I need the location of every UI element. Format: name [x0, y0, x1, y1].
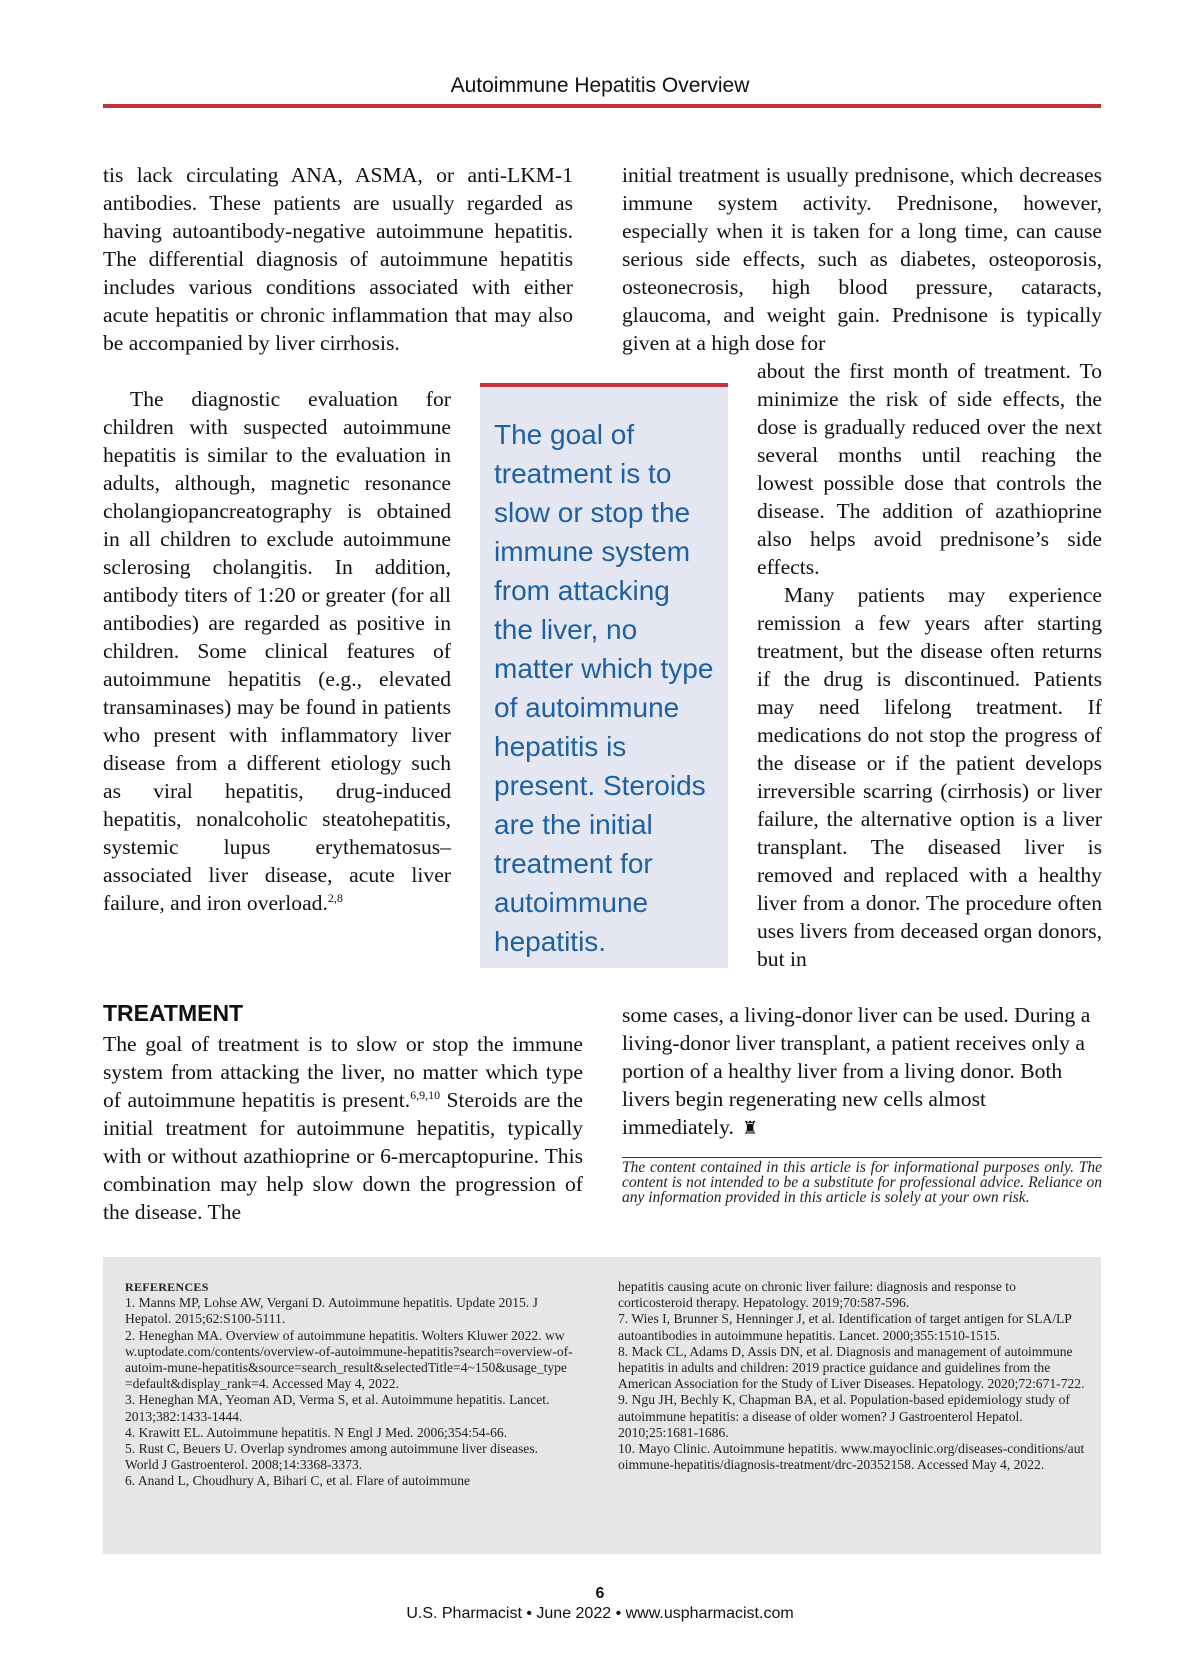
citation-6-9-10: 6,9,10 — [410, 1087, 441, 1102]
reference-item: 7. Wies I, Brunner S, Henninger J, et al. Identification of target antigen for SLA/LP autoantibodies in autoimmune hepatitis. Lancet. 2000;355:1510-1515. — [618, 1311, 1072, 1343]
running-head: Autoimmune Hepatitis Overview — [450, 74, 750, 97]
col2-paragraph-2-bottom — [622, 1001, 1102, 1142]
disclaimer: The content contained in this article is for informational purposes only. The content is not intended to be a substitute for professional advice. Reliance on any information provided in this article is solely at your own risk. — [622, 1159, 1102, 1206]
references-box — [103, 1257, 1101, 1554]
col2-para2-mid-text: Many patients may experience remission a few years after starting treatment, but the disease often returns if the drug is discontinued. Patients may need lifelong treatment. If medications do not stop the progress of the disease or if the patient develops irreversible scarring (cirrhosis) or liver failure, the alternative option is a liver transplant. The diseased liver is removed and replaced with a healthy liver from a donor. The procedure often uses livers from deceased organ donors, but in — [757, 583, 1103, 971]
reference-item: 6. Anand L, Choudhury A, Bihari C, et al. Flare of autoimmune — [125, 1473, 471, 1489]
page-number: 6 — [595, 1585, 605, 1602]
treatment-heading: TREATMENT — [103, 1000, 244, 1026]
col2-wrap-column — [757, 357, 1102, 973]
reference-item: 5. Rust C, Beuers U. Overlap syndromes among autoimmune liver diseases. World J Gastroenterol. 2008;14:3368-3373. — [125, 1441, 539, 1473]
citation-2-8: 2,8 — [327, 890, 343, 905]
col1-para2-body: The diagnostic evaluation for children with suspected autoimmune hepatitis is similar to the evaluation in adults, although, magnetic resonance cholangiopancreatography is obtained in all children to exclude autoimmune sclerosing cholangitis. In addition, antibody titers of 1:20 or greater (for all antibodies) are regarded as positive in children. Some clinical features of autoimmune hepatitis (e.g., elevated transaminases) may be found in patients who present with inflammatory liver disease from a different etiology such as viral hepatitis, drug-induced hepatitis, nonalcoholic steatohepatitis, systemic lupus erythematosus–associated liver disease, acute liver failure, and iron overload. — [103, 387, 451, 915]
references-title: REFERENCES — [125, 1280, 209, 1294]
pull-quote — [480, 383, 728, 968]
col1-paragraph-3 — [103, 1030, 583, 1226]
col1-paragraph-2 — [103, 385, 451, 917]
reference-item: 8. Mack CL, Adams D, Assis DN, et al. Diagnosis and management of autoimmune hepatitis in adults and children: 2019 practice guidance and guidelines from the American Association for the Study of Liver Diseases. Hepatology. 2020;72:671-722. — [618, 1343, 1085, 1392]
pull-quote-text: The goal of treatment is to slow or stop the immune system from attacking the liver, no matter which type of autoimmune hepatitis is present. Steroids are the initial treatment for autoimmune hepatitis. — [494, 419, 714, 957]
col1-para2-text — [103, 385, 451, 917]
col2-para2-bottom-body: some cases, a living-donor liver can be used. During a living-donor liver transplant, a patient receives only a portion of a healthy liver from a living donor. Both livers begin regenerating new cells almost immediately. — [622, 1003, 1091, 1139]
reference-item: 3. Heneghan MA, Yeoman AD, Verma S, et al. Autoimmune hepatitis. Lancet. 2013;382:1433-1444. — [125, 1392, 550, 1424]
header-rule — [103, 104, 1101, 108]
col1-para3-part1: The goal of treatment is to slow or stop the immune system from attacking the liver, no matter which type of autoimmune hepatitis is present. — [103, 1032, 583, 1112]
reference-item: hepatitis causing acute on chronic liver failure: diagnosis and response to corticosteroid therapy. Hepatology. 2019;70:587-596. — [618, 1279, 1016, 1311]
references-right-column — [618, 1279, 1088, 1473]
col2-para1-mid-text: about the first month of treatment. To minimize the risk of side effects, the dose is gradually reduced over the next several months until reaching the lowest possible dose that controls the disease. The addition of azathioprine also helps avoid prednisone’s side effects. — [757, 359, 1102, 579]
reference-item: 10. Mayo Clinic. Autoimmune hepatitis. www.mayoclinic.org/diseases-conditions/autoimmune-hepatitis/diagnosis-treatment/drc-20352158. Accessed May 4, 2022. — [618, 1441, 1085, 1473]
col2-para2-bottom-text — [622, 1001, 1102, 1142]
col1-para3-text — [103, 1030, 583, 1226]
col1-para3-part2: Steroids are the initial treatment for autoimmune hepatitis, typically with or without azathioprine or 6-mercaptopurine. This combination may help slow down the progression of the disease. The — [103, 1088, 583, 1224]
col1-para1-text: tis lack circulating ANA, ASMA, or anti-LKM-1 antibodies. These patients are usually regarded as having autoantibody-negative autoimmune hepatitis. The differential diagnosis of autoimmune hepatitis includes various conditions associated with either acute hepatitis or chronic inflammation that may also be accompanied by liver cirrhosis. — [103, 163, 573, 355]
col2-paragraph-1-top — [622, 161, 1102, 357]
col1-paragraph-1 — [103, 161, 573, 357]
reference-item: 9. Ngu JH, Bechly K, Chapman BA, et al. Population-based epidemiology study of autoimmune hepatitis: a disease of older women? J Gastroenterol Hepatol. 2010;25:1681-1686. — [618, 1392, 1070, 1440]
reference-item: 2. Heneghan MA. Overview of autoimmune hepatitis. Wolters Kluwer 2022. www.uptodate.com/contents/overview-of-autoimmune-hepatitis?search=overview-of-autoim-mune-hepatitis&source=search_result&selectedTitle=4~150&usage_type=default&display_rank=4. Accessed May 4, 2022. — [125, 1327, 573, 1392]
end-mark-icon: ♜ — [741, 1118, 759, 1138]
publication-footer: U.S. Pharmacist • June 2022 • www.uspharmacist.com — [406, 1605, 794, 1622]
references-left-column — [125, 1279, 573, 1490]
col2-para1-top-text: initial treatment is usually prednisone, which decreases immune system activity. Prednisone, however, especially when it is taken for a long time, can cause serious side effects, such as diabetes, osteoporosis, osteonecrosis, high blood pressure, cataracts, glaucoma, and weight gain. Prednisone is typically given at a high dose for — [622, 163, 1102, 355]
reference-item: 4. Krawitt EL. Autoimmune hepatitis. N Engl J Med. 2006;354:54-66. — [125, 1424, 508, 1440]
reference-item: 1. Manns MP, Lohse AW, Vergani D. Autoimmune hepatitis. Update 2015. J Hepatol. 2015;62:S100-5111. — [125, 1295, 538, 1327]
